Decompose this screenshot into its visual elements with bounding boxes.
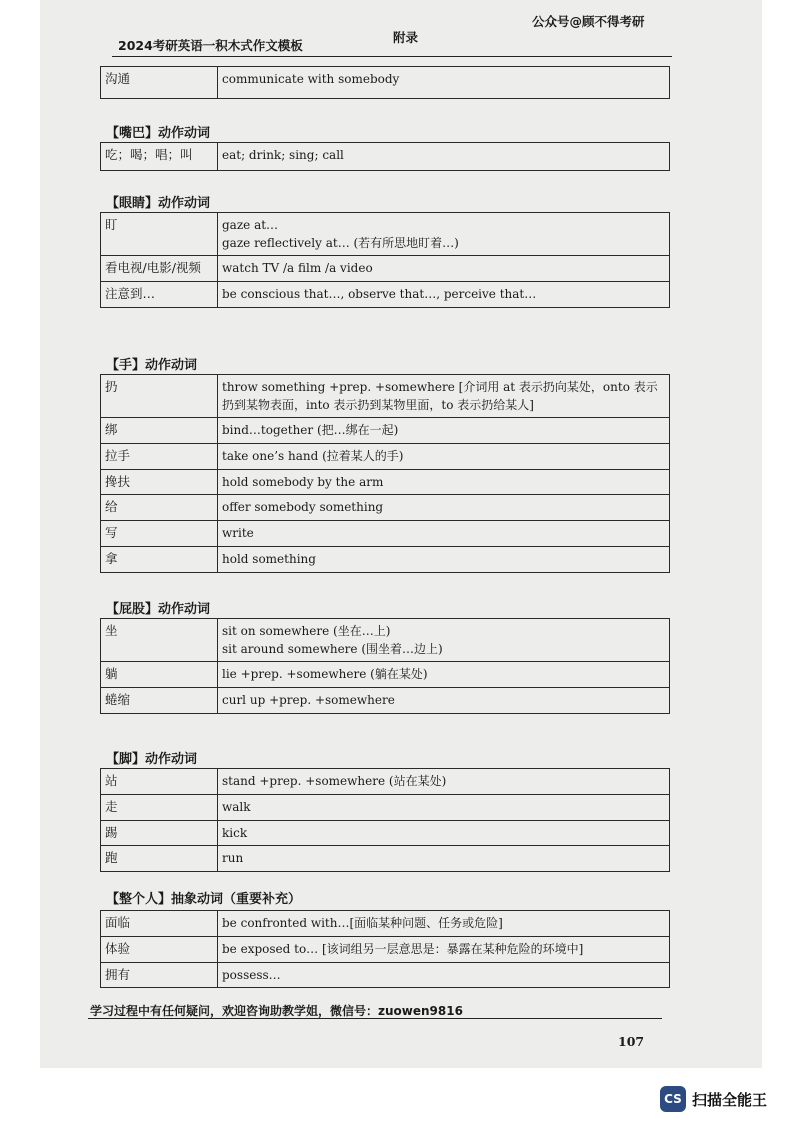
- verb-cell: 体验: [101, 936, 218, 962]
- verb-cell: 蜷缩: [101, 687, 218, 713]
- phrase-line: sit on somewhere (坐在…上): [222, 624, 391, 638]
- verb-cell: 盯: [101, 213, 218, 256]
- phrase-cell: [218, 67, 670, 99]
- verb-cell: 沟通: [101, 67, 218, 99]
- verb-table-hand: [100, 374, 670, 573]
- section-title-whole-person: 【整个人】抽象动词（重要补充）: [106, 892, 302, 907]
- phrase-cell: [218, 962, 670, 988]
- table-row: [101, 443, 670, 469]
- verb-cell: 面临: [101, 911, 218, 937]
- table-row: [101, 662, 670, 688]
- phrase-cell: [218, 936, 670, 962]
- phrase-line: be confronted with…[面临某种问题、任务或危险]: [222, 916, 503, 930]
- phrase-line: be conscious that…, observe that…, perceive that…: [222, 286, 537, 301]
- table-row: [101, 521, 670, 547]
- phrase-cell: [218, 794, 670, 820]
- phrase-line: hold something: [222, 551, 316, 566]
- phrase-line: watch TV /a film /a video: [222, 261, 373, 275]
- phrase-cell: [218, 911, 670, 937]
- table-row: [101, 546, 670, 572]
- phrase-line: gaze at…: [222, 218, 279, 232]
- verb-table-feet: [100, 768, 670, 872]
- table-row: [101, 820, 670, 846]
- verb-cell: 站: [101, 769, 218, 795]
- phrase-line: lie +prep. +somewhere (躺在某处): [222, 667, 428, 681]
- phrase-line: kick: [222, 825, 248, 840]
- phrase-line: possess…: [222, 967, 281, 982]
- phrase-line: communicate with somebody: [222, 72, 400, 86]
- phrase-cell: [218, 521, 670, 547]
- phrase-line: offer somebody something: [222, 500, 384, 515]
- appendix-label: 附录: [393, 30, 419, 45]
- phrase-line: walk: [222, 799, 251, 814]
- phrase-cell: [218, 619, 670, 662]
- verb-cell: 走: [101, 794, 218, 820]
- table-row: [101, 418, 670, 444]
- verb-cell: 拿: [101, 546, 218, 572]
- page-number: 107: [618, 1034, 645, 1049]
- table-row: [101, 256, 670, 282]
- phrase-cell: [218, 418, 670, 444]
- phrase-cell: [218, 769, 670, 795]
- verb-cell: 踢: [101, 820, 218, 846]
- phrase-line: sit around somewhere (围坐着…边上): [222, 642, 443, 656]
- table-row: [101, 794, 670, 820]
- table-row: [101, 495, 670, 521]
- book-title: 2024考研英语一积木式作文模板: [118, 38, 303, 53]
- table-row: [101, 67, 670, 99]
- verb-cell: 吃；喝；唱；叫: [101, 143, 218, 171]
- phrase-cell: [218, 281, 670, 307]
- phrase-line: run: [222, 851, 244, 866]
- table-row: [101, 469, 670, 495]
- table-row: [101, 143, 670, 171]
- verb-table-buttocks: [100, 618, 670, 714]
- phrase-line: curl up +prep. +somewhere: [222, 692, 395, 707]
- verb-table-mouth: [100, 142, 670, 171]
- phrase-line: be exposed to… [该词组另一层意思是：暴露在某种危险的环境中]: [222, 941, 584, 956]
- phrase-line: stand +prep. +somewhere (站在某处): [222, 774, 447, 788]
- top-verb-table: [100, 66, 670, 99]
- cs-icon: CS: [660, 1086, 686, 1112]
- phrase-cell: [218, 662, 670, 688]
- verb-table-whole-person: [100, 910, 670, 988]
- verb-cell: 注意到…: [101, 281, 218, 307]
- phrase-cell: [218, 143, 670, 171]
- phrase-cell: [218, 256, 670, 282]
- account-label: 公众号@顾不得考研: [532, 14, 645, 29]
- phrase-cell: [218, 846, 670, 872]
- footer-divider: [88, 1018, 662, 1019]
- phrase-cell: [218, 687, 670, 713]
- verb-cell: 跑: [101, 846, 218, 872]
- section-title-buttocks: 【屁股】动作动词: [106, 602, 211, 617]
- table-row: [101, 962, 670, 988]
- phrase-cell: [218, 375, 670, 418]
- section-title-hand: 【手】动作动词: [106, 358, 198, 373]
- phrase-cell: [218, 820, 670, 846]
- verb-cell: 绑: [101, 418, 218, 444]
- section-title-eyes: 【眼睛】动作动词: [106, 196, 211, 211]
- section-title-mouth: 【嘴巴】动作动词: [106, 126, 211, 141]
- table-row: [101, 375, 670, 418]
- phrase-line: write: [222, 526, 254, 540]
- phrase-line: take one’s hand (拉着某人的手): [222, 448, 404, 463]
- table-row: [101, 911, 670, 937]
- verb-cell: 看电视/电影/视频: [101, 256, 218, 282]
- footer-note: 学习过程中有任何疑问，欢迎咨询助教学姐，微信号：zuowen9816: [90, 1004, 463, 1018]
- verb-cell: 搀扶: [101, 469, 218, 495]
- verb-cell: 写: [101, 521, 218, 547]
- scanner-label: 扫描全能王: [692, 1090, 768, 1109]
- table-row: [101, 213, 670, 256]
- verb-cell: 坐: [101, 619, 218, 662]
- verb-cell: 拥有: [101, 962, 218, 988]
- phrase-cell: [218, 495, 670, 521]
- phrase-cell: [218, 213, 670, 256]
- section-title-feet: 【脚】动作动词: [106, 752, 198, 767]
- table-row: [101, 936, 670, 962]
- verb-cell: 扔: [101, 375, 218, 418]
- scanner-watermark: [660, 1086, 767, 1112]
- header-divider: [112, 56, 672, 57]
- verb-cell: 拉手: [101, 443, 218, 469]
- phrase-line: eat; drink; sing; call: [222, 148, 344, 162]
- table-row: [101, 281, 670, 307]
- table-row: [101, 687, 670, 713]
- verb-cell: 给: [101, 495, 218, 521]
- phrase-line: hold somebody by the arm: [222, 474, 384, 489]
- verb-cell: 躺: [101, 662, 218, 688]
- phrase-line: bind…together (把…绑在一起): [222, 423, 399, 437]
- verb-table-eyes: [100, 212, 670, 308]
- phrase-cell: [218, 469, 670, 495]
- phrase-cell: [218, 546, 670, 572]
- table-row: [101, 769, 670, 795]
- table-row: [101, 619, 670, 662]
- phrase-line: throw something +prep. +somewhere [介词用 at 表示扔向某处，onto 表示扔到某物表面，into 表示扔到某物里面，to 表示扔给某人]: [222, 380, 658, 412]
- phrase-cell: [218, 443, 670, 469]
- table-row: [101, 846, 670, 872]
- phrase-line: gaze reflectively at… (若有所思地盯着…): [222, 236, 459, 250]
